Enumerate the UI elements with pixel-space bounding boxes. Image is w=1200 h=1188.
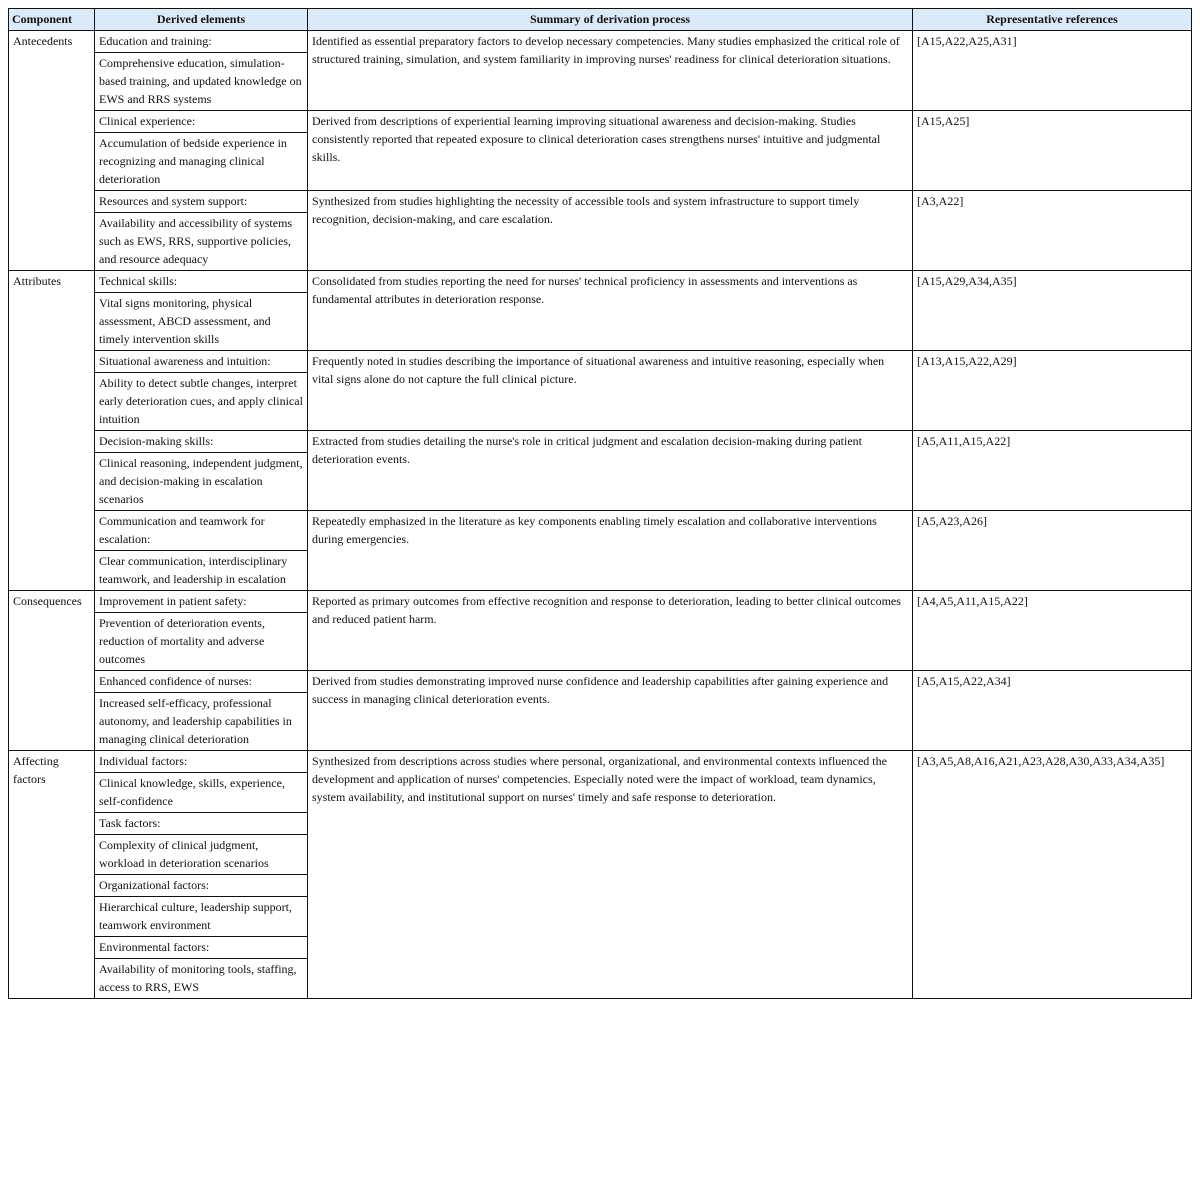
element-title: Technical skills:	[95, 271, 308, 293]
element-title: Environmental factors:	[95, 937, 308, 959]
table-row	[9, 431, 1192, 453]
references-cell: [A13,A15,A22,A29]	[913, 351, 1192, 431]
table-row	[9, 511, 1192, 551]
element-title: Decision-making skills:	[95, 431, 308, 453]
element-title: Clinical experience:	[95, 111, 308, 133]
element-detail: Clear communication, interdisciplinary teamwork, and leadership in escalation	[95, 551, 308, 591]
element-detail: Accumulation of bedside experience in recognizing and managing clinical deterioration	[95, 133, 308, 191]
header-summary: Summary of derivation process	[308, 9, 913, 31]
table-row	[9, 351, 1192, 373]
summary-cell: Synthesized from studies highlighting the necessity of accessible tools and system infrastructure to support timely recognition, decision-making, and care escalation.	[308, 191, 913, 271]
element-detail: Prevention of deterioration events, reduction of mortality and adverse outcomes	[95, 613, 308, 671]
element-title: Education and training:	[95, 31, 308, 53]
summary-cell: Derived from studies demonstrating improved nurse confidence and leadership capabilities after gaining experience and success in managing clinical deterioration events.	[308, 671, 913, 751]
references-cell: [A15,A25]	[913, 111, 1192, 191]
header-references: Representative references	[913, 9, 1192, 31]
summary-cell: Consolidated from studies reporting the need for nurses' technical proficiency in assessments and interventions as fundamental attributes in deterioration response.	[308, 271, 913, 351]
element-title: Communication and teamwork for escalation:	[95, 511, 308, 551]
element-title: Resources and system support:	[95, 191, 308, 213]
element-detail: Vital signs monitoring, physical assessment, ABCD assessment, and timely intervention skills	[95, 293, 308, 351]
derivation-table	[8, 8, 1192, 999]
element-detail: Clinical knowledge, skills, experience, self-confidence	[95, 773, 308, 813]
summary-cell: Reported as primary outcomes from effective recognition and response to deterioration, leading to better clinical outcomes and reduced patient harm.	[308, 591, 913, 671]
element-detail: Comprehensive education, simulation-based training, and updated knowledge on EWS and RRS systems	[95, 53, 308, 111]
element-detail: Hierarchical culture, leadership support, teamwork environment	[95, 897, 308, 937]
element-detail: Increased self-efficacy, professional autonomy, and leadership capabilities in managing clinical deterioration	[95, 693, 308, 751]
table-row	[9, 591, 1192, 613]
element-detail: Availability and accessibility of systems such as EWS, RRS, supportive policies, and resource adequacy	[95, 213, 308, 271]
component-attributes: Attributes	[9, 271, 95, 591]
table-row	[9, 671, 1192, 693]
summary-cell: Repeatedly emphasized in the literature as key components enabling timely escalation and collaborative interventions during emergencies.	[308, 511, 913, 591]
table-row	[9, 751, 1192, 773]
table-row	[9, 191, 1192, 213]
component-antecedents: Antecedents	[9, 31, 95, 271]
component-affecting-factors: Affecting factors	[9, 751, 95, 999]
summary-cell: Identified as essential preparatory factors to develop necessary competencies. Many studies emphasized the critical role of structured training, simulation, and system familiarity in improving nurses' readiness for clinical deterioration situations.	[308, 31, 913, 111]
summary-cell: Synthesized from descriptions across studies where personal, organizational, and environmental contexts influenced the development and application of nurses' competencies. Especially noted were the impact of workload, team dynamics, system availability, and institutional support on nurses' timely and safe response to deterioration.	[308, 751, 913, 999]
element-title: Enhanced confidence of nurses:	[95, 671, 308, 693]
references-cell: [A15,A29,A34,A35]	[913, 271, 1192, 351]
element-detail: Complexity of clinical judgment, workload in deterioration scenarios	[95, 835, 308, 875]
header-component: Component	[9, 9, 95, 31]
references-cell: [A3,A5,A8,A16,A21,A23,A28,A30,A33,A34,A35]	[913, 751, 1192, 999]
references-cell: [A15,A22,A25,A31]	[913, 31, 1192, 111]
element-title: Situational awareness and intuition:	[95, 351, 308, 373]
references-cell: [A3,A22]	[913, 191, 1192, 271]
summary-cell: Extracted from studies detailing the nurse's role in critical judgment and escalation decision-making during patient deterioration events.	[308, 431, 913, 511]
element-title: Task factors:	[95, 813, 308, 835]
table-row	[9, 31, 1192, 53]
element-detail: Availability of monitoring tools, staffing, access to RRS, EWS	[95, 959, 308, 999]
summary-cell: Derived from descriptions of experiential learning improving situational awareness and decision-making. Studies consistently reported that repeated exposure to clinical deterioration cases strengthens nurses' intuitive and judgmental skills.	[308, 111, 913, 191]
element-title: Improvement in patient safety:	[95, 591, 308, 613]
element-title: Organizational factors:	[95, 875, 308, 897]
references-cell: [A5,A15,A22,A34]	[913, 671, 1192, 751]
references-cell: [A5,A11,A15,A22]	[913, 431, 1192, 511]
component-consequences: Consequences	[9, 591, 95, 751]
table-body	[9, 31, 1192, 999]
summary-cell: Frequently noted in studies describing the importance of situational awareness and intuitive reasoning, especially when vital signs alone do not capture the full clinical picture.	[308, 351, 913, 431]
element-detail: Clinical reasoning, independent judgment, and decision-making in escalation scenarios	[95, 453, 308, 511]
header-row	[9, 9, 1192, 31]
references-cell: [A5,A23,A26]	[913, 511, 1192, 591]
element-title: Individual factors:	[95, 751, 308, 773]
table-row	[9, 111, 1192, 133]
header-derived-elements: Derived elements	[95, 9, 308, 31]
table-row	[9, 271, 1192, 293]
element-detail: Ability to detect subtle changes, interpret early deterioration cues, and apply clinical intuition	[95, 373, 308, 431]
references-cell: [A4,A5,A11,A15,A22]	[913, 591, 1192, 671]
